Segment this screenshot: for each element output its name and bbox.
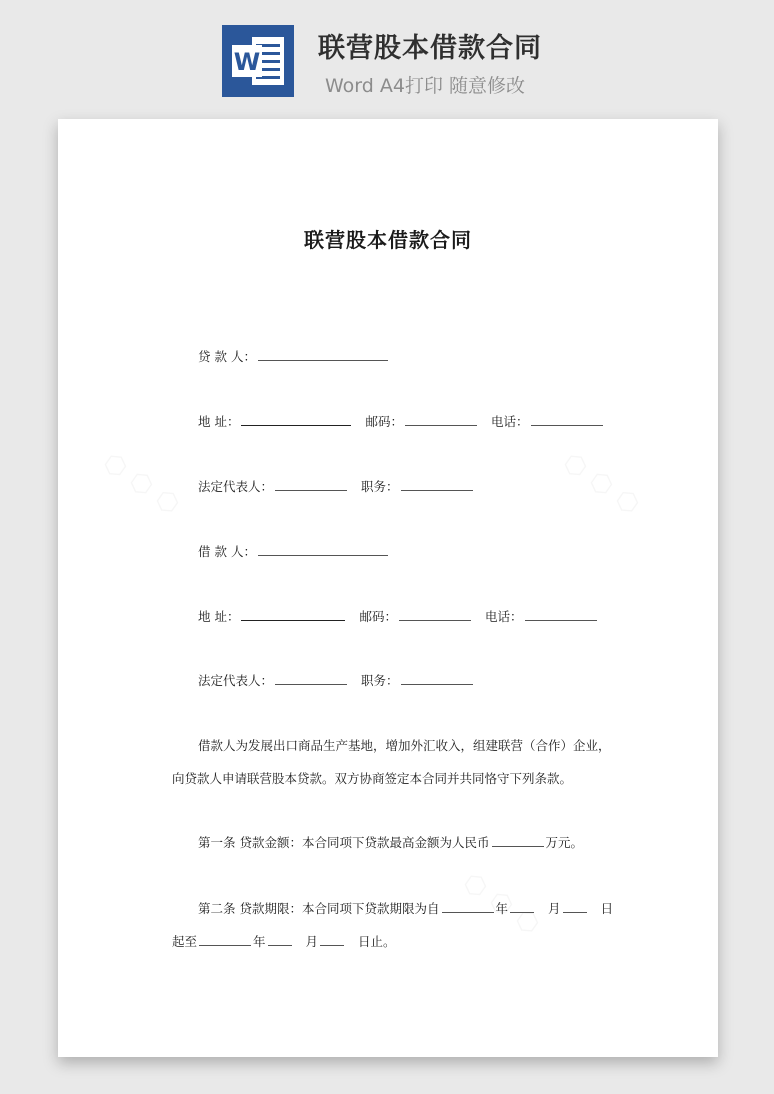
lender-address-blank[interactable]	[241, 413, 351, 426]
article-2-day: 日	[600, 901, 614, 916]
intro-line-2: 向贷款人申请联营股本贷款。双方协商签定本合同并共同恪守下列条款。	[172, 771, 573, 786]
document-page	[58, 119, 718, 1057]
borrower-line	[198, 542, 390, 560]
article-2-heading: 第二条	[198, 901, 236, 916]
lender-position-blank[interactable]	[401, 478, 473, 491]
borrower-rep-line	[198, 671, 475, 689]
borrower-phone-label: 电话：	[485, 609, 523, 624]
borrower-blank[interactable]	[258, 543, 388, 556]
article-1-text: 本合同项下贷款最高金额为人民币	[302, 835, 490, 850]
borrower-rep-blank[interactable]	[275, 672, 347, 685]
end-day-blank[interactable]	[320, 933, 344, 946]
article-2-year: 年	[495, 901, 509, 916]
article-2-label: 贷款期限：	[239, 901, 303, 916]
watermark	[557, 447, 645, 521]
intro-line-1: 借款人为发展出口商品生产基地，增加外汇收入，组建联营（合作）企业，	[198, 738, 611, 753]
article-2-end-year: 年	[253, 934, 266, 949]
article-2-end-month: 月	[305, 934, 319, 949]
lender-position-label: 职务：	[361, 479, 399, 494]
borrower-address-label: 地 址：	[198, 609, 240, 624]
lender-rep-blank[interactable]	[275, 478, 347, 491]
lender-address-label: 地 址：	[198, 414, 240, 429]
borrower-phone-blank[interactable]	[525, 608, 597, 621]
lender-phone-label: 电话：	[491, 414, 529, 429]
start-month-blank[interactable]	[510, 900, 534, 913]
lender-phone-blank[interactable]	[531, 413, 603, 426]
article-2-month: 月	[548, 901, 561, 916]
header-subtitle: Word A4打印 随意修改	[325, 75, 526, 97]
borrower-postcode-label: 邮码：	[359, 609, 397, 624]
article-1-label: 贷款金额：	[239, 835, 303, 850]
article-2-until: 起至	[172, 934, 198, 949]
borrower-position-label: 职务：	[361, 673, 399, 688]
borrower-label: 借 款 人：	[198, 544, 256, 559]
document-title: 联营股本借款合同	[304, 228, 472, 252]
word-icon	[222, 25, 294, 97]
lender-label: 贷 款 人：	[198, 349, 256, 364]
article-2-end: 日止。	[358, 934, 396, 949]
lender-rep-line	[198, 477, 475, 495]
header-title: 联营股本借款合同	[318, 33, 542, 64]
article-1-heading: 第一条	[198, 835, 236, 850]
article-2-text: 本合同项下贷款期限为自	[302, 901, 440, 916]
end-year-blank[interactable]	[199, 933, 251, 946]
borrower-position-blank[interactable]	[401, 672, 473, 685]
borrower-address-line	[198, 607, 599, 625]
lender-rep-label: 法定代表人：	[198, 479, 274, 494]
lender-line	[198, 347, 390, 365]
loan-amount-blank[interactable]	[492, 834, 544, 847]
end-month-blank[interactable]	[268, 933, 292, 946]
article-2	[198, 899, 613, 917]
watermark	[97, 447, 185, 521]
lender-postcode-blank[interactable]	[405, 413, 477, 426]
lender-postcode-label: 邮码：	[365, 414, 403, 429]
start-year-blank[interactable]	[442, 900, 494, 913]
borrower-rep-label: 法定代表人：	[198, 673, 274, 688]
article-2-line-2	[172, 932, 396, 950]
borrower-postcode-blank[interactable]	[399, 608, 471, 621]
page-header	[0, 0, 774, 110]
lender-blank[interactable]	[258, 348, 388, 361]
article-1-unit: 万元。	[545, 835, 584, 850]
borrower-address-blank[interactable]	[241, 608, 345, 621]
article-1	[198, 833, 583, 851]
word-icon-letter: W	[233, 48, 261, 76]
lender-address-line	[198, 412, 605, 430]
start-day-blank[interactable]	[563, 900, 587, 913]
